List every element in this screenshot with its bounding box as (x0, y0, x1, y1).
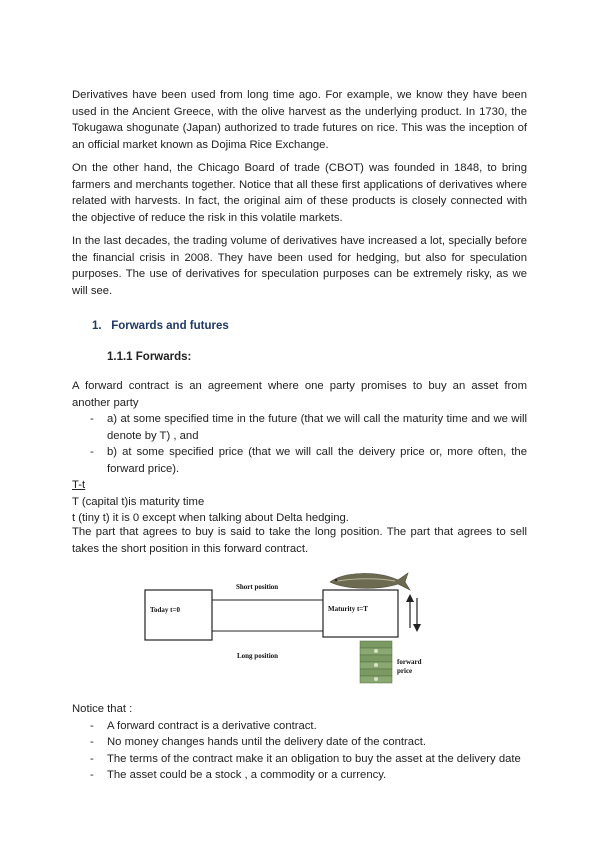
forward-section (72, 378, 527, 527)
money-icon (360, 641, 392, 683)
today-box (145, 590, 212, 640)
tt-label: T-t (72, 479, 86, 491)
exchange-arrows-icon (406, 594, 421, 632)
intro-paragraph-3 (72, 233, 527, 299)
t-capital-note: T (capital t)is maturity time (72, 495, 205, 508)
list-item: - b) at some specified price (that we will call the deivery price or, more often, the forward price). (72, 444, 527, 477)
section-heading (92, 320, 229, 332)
subsection-heading: 1.1.1 Forwards: (107, 351, 192, 363)
section-title: Forwards and futures (111, 320, 229, 332)
section-number: 1. (92, 320, 102, 332)
t-tiny-note: t (tiny t) it is 0 except when talking about Delta hedging. (72, 512, 349, 524)
notice-section (72, 701, 527, 784)
fish-icon (330, 573, 410, 590)
forward-price-label-1: forward (397, 658, 422, 666)
maturity-box (323, 590, 398, 637)
notice-list (72, 718, 527, 784)
forward-definition: A forward contract is an agreement where one party promises to buy an asset from another party (72, 380, 527, 409)
intro-paragraph-2-text: On the other hand, the Chicago Board of trade (CBOT) was founded in 1848, to bring farmers and merchants together. Notice that all these first applications of derivatives where related with harvests. In fact, the original aim of these products is closely connected with the objective of reduce the risk in this volatile markets. (72, 162, 527, 224)
short-position-label: Short position (236, 583, 279, 591)
list-item: - A forward contract is a derivative contract. (72, 718, 527, 735)
positions-text: The part that agrees to buy is said to take the long position. The part that agrees to sell takes the short position in this forward contract. (72, 526, 527, 555)
forward-price-label-2: price (397, 667, 413, 675)
list-item: - The asset could be a stock , a commodity or a currency. (72, 767, 527, 784)
intro-paragraph-1 (72, 87, 527, 153)
forward-conditions-list (72, 411, 527, 477)
notice-lead: Notice that : (72, 703, 133, 715)
intro-paragraph-3-text: In the last decades, the trading volume of derivatives have increased a lot, specially before the financial crisis in 2008. They have been used for hedging, but also for speculation purposes. The use of derivatives for speculation purposes can be extremely risky, as we will see. (72, 235, 527, 297)
forward-contract-diagram (140, 568, 460, 693)
maturity-label: Maturity t=T (328, 605, 368, 613)
today-label: Today t=0 (150, 606, 180, 614)
list-item: - The terms of the contract make it an obligation to buy the asset at the delivery date (72, 751, 527, 768)
list-item: - a) at some specified time in the future (that we will call the maturity time and we will denote by T) , and (72, 411, 527, 444)
intro-paragraph-1-text: Derivatives have been used from long time ago. For example, we know they have been used in the Ancient Greece, with the olive harvest as the underlying product. In 1730, the Tokugawa shogunate (Japan) authorized to trade futures on rice. This was the inception of an official market known as Dojima Rice Exchange. (72, 89, 527, 151)
intro-paragraph-2 (72, 160, 527, 226)
positions-paragraph (72, 524, 527, 557)
list-item: - No money changes hands until the delivery date of the contract. (72, 734, 527, 751)
long-position-label: Long position (237, 652, 279, 660)
